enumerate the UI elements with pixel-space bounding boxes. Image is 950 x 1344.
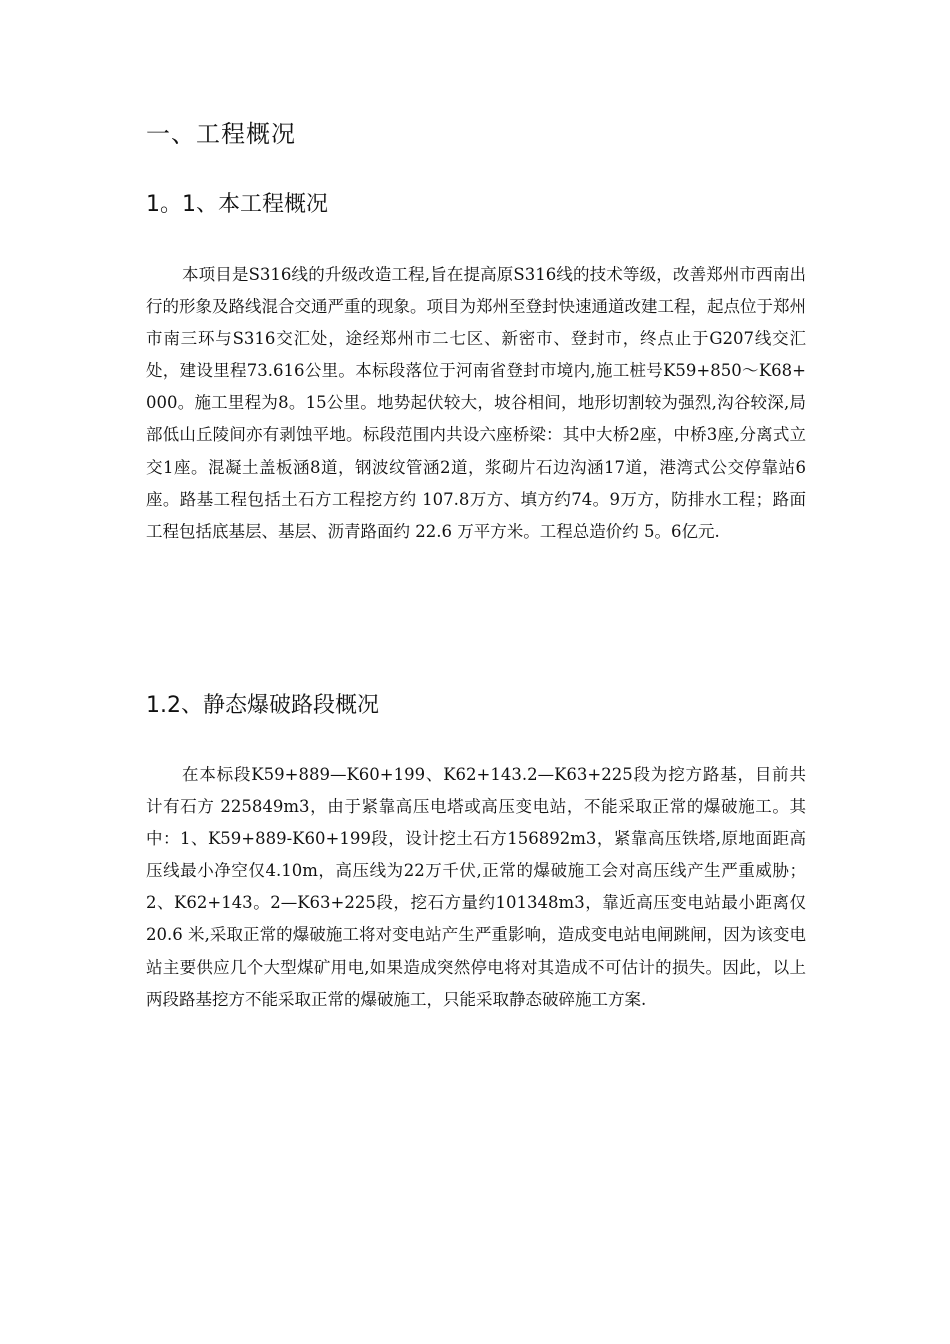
- subsection-heading-static-blasting-overview: 1.2、静态爆破路段概况: [146, 693, 379, 718]
- section-heading-engineering-overview: 一、工程概况: [146, 120, 296, 148]
- static-blasting-paragraph: 在本标段K59+889—K60+199、K62+143.2—K63+225段为挖方路基，目前共计有石方 225849m3，由于紧靠高压电塔或高压变电站，不能采取正常的爆破施工。其中：1、K59+889-K60+199段，设计挖土石方156892m3，紧靠高压铁塔,原地面距高压线最小净空仅4.10m，高压线为22万千伏,正常的爆破施工会对高压线产生严重威胁； 2、K62+143。2—K63+225段，挖石方量约101348m3，靠近高压变电站最小距离仅 20.6 米,采取正常的爆破施工将对变电站产生严重影响，造成变电站电闸跳闸，因为该变电站主要供应几个大型煤矿用电,如果造成突然停电将对其造成不可估计的损失。因此，以上两段路基挖方不能采取正常的爆破施工，只能采取静态破碎施工方案.: [146, 765, 806, 1009]
- subsection-heading-project-overview: 1。1、本工程概况: [146, 192, 328, 217]
- project-overview-paragraph: 本项目是S316线的升级改造工程,旨在提高原S316线的技术等级，改善郑州市西南出行的形象及路线混合交通严重的现象。项目为郑州至登封快速通道改建工程，起点位于郑州市南三环与S316交汇处，途经郑州市二七区、新密市、登封市，终点止于G207线交汇处，建设里程73.616公里。本标段落位于河南省登封市境内,施工桩号K59+850～K68+000。施工里程为8。15公里。地势起伏较大，坡谷相间，地形切割较为强烈,沟谷较深,局部低山丘陵间亦有剥蚀平地。标段范围内共设六座桥梁：其中大桥2座，中桥3座,分离式立交1座。混凝土盖板涵8道，钢波纹管涵2道，浆砌片石边沟涵17道，港湾式公交停靠站6座。路基工程包括土石方工程挖方约 107.8万方、填方约74。9万方，防排水工程；路面工程包括底基层、基层、沥青路面约 22.6 万平方米。工程总造价约 5。6亿元.: [146, 265, 806, 541]
